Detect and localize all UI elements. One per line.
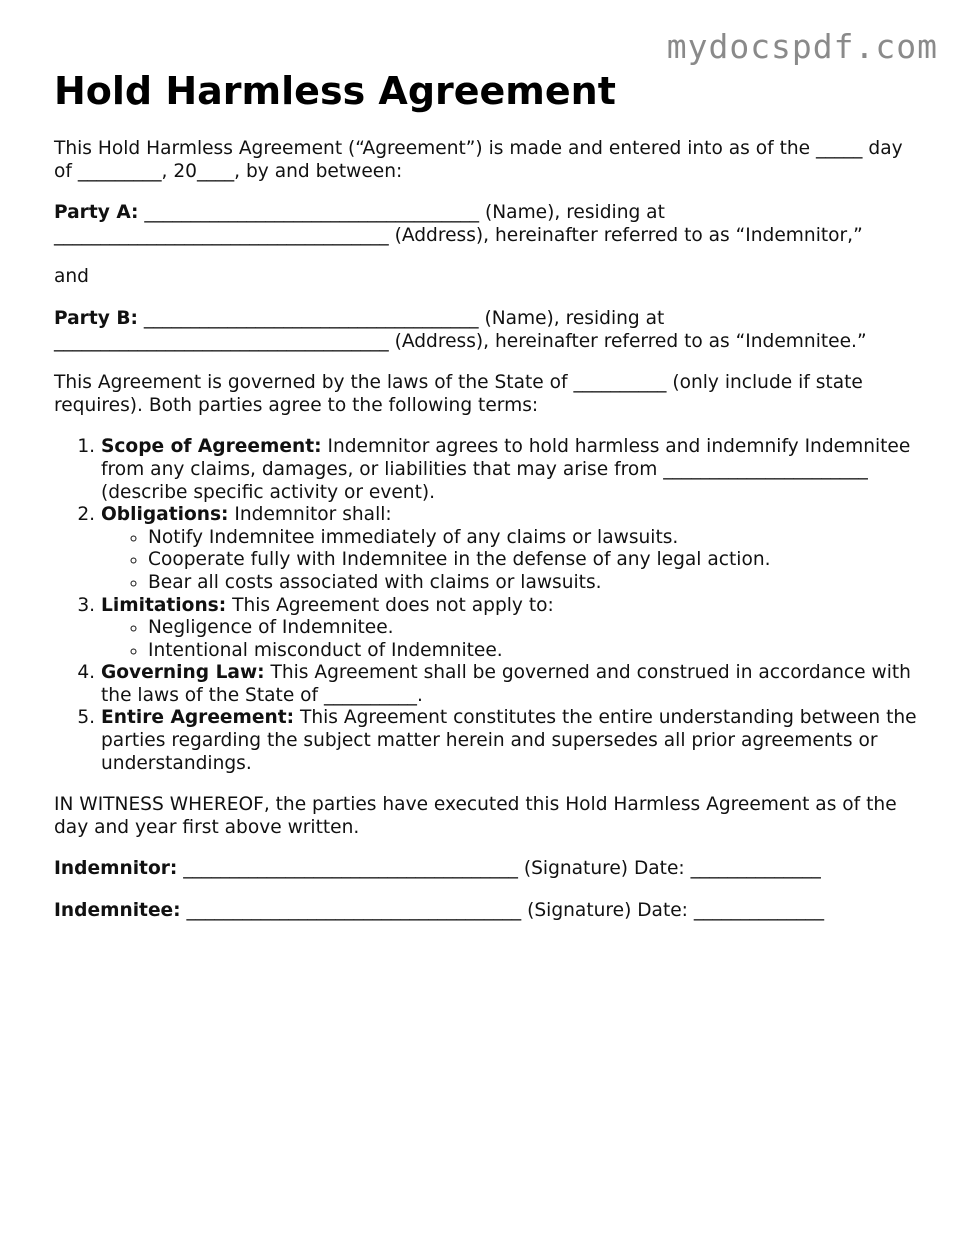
witness-paragraph: IN WITNESS WHEREOF, the parties have executed this Hold Harmless Agreement as of the day and year first above written. [54, 794, 897, 838]
document-page [54, 68, 924, 923]
term-entire-agreement [101, 707, 924, 775]
term-entire-agreement-text: This Agreement constitutes the entire understanding between the parties regarding the subject matter herein and supersedes all prior agreements or understandings. [101, 707, 917, 774]
indemnitee-signature-line [54, 900, 924, 923]
obligation-item: ◦ Cooperate fully with Indemnitee in the defense of any legal action. [148, 549, 924, 572]
indemnitor-signature-text: ____________________________________ (Signature) Date: ______________ [177, 858, 821, 880]
limitations-sublist [101, 617, 924, 662]
watermark: mydocspdf.com [666, 27, 938, 66]
term-limitations-label: Limitations: [101, 594, 227, 616]
obligation-item: ◦ Notify Indemnitee immediately of any claims or lawsuits. [148, 527, 924, 550]
and-text: and [54, 266, 89, 288]
term-obligations-text: Indemnitor shall: [228, 504, 392, 526]
term-scope [101, 436, 924, 504]
term-obligations [101, 504, 924, 594]
party-a-paragraph [54, 202, 924, 247]
term-limitations-text: This Agreement does not apply to: [226, 594, 554, 616]
party-b-label: Party B: [54, 307, 138, 329]
party-b-paragraph [54, 308, 924, 353]
terms-list [54, 436, 924, 775]
governing-paragraph: This Agreement is governed by the laws of the State of __________ (only include if state requires). Both parties agree to the following terms: [54, 372, 863, 416]
term-entire-agreement-label: Entire Agreement: [101, 707, 295, 729]
party-a-text: ____________________________________ (Name), residing at ____________________________________ (Address), hereinafter referred to as “Indemnitor,” [54, 202, 863, 246]
indemnitee-label: Indemnitee: [54, 900, 181, 922]
obligation-item: ◦ Bear all costs associated with claims or lawsuits. [148, 572, 924, 595]
term-governing-law-label: Governing Law: [101, 662, 265, 684]
term-scope-text: Indemnitor agrees to hold harmless and indemnify Indemnitee from any claims, damages, or liabilities that may arise from ______________________ (describe specific activity or event). [101, 436, 911, 503]
intro-paragraph: This Hold Harmless Agreement (“Agreement”) is made and entered into as of the _____ day of _________, 20____, by and between: [54, 138, 903, 182]
obligations-sublist [101, 527, 924, 595]
term-obligations-label: Obligations: [101, 504, 229, 526]
indemnitor-signature-line [54, 858, 924, 881]
term-governing-law-text: This Agreement shall be governed and construed in accordance with the laws of the State of __________. [101, 662, 911, 706]
limitation-item: ◦ Negligence of Indemnitee. [148, 617, 924, 640]
indemnitor-label: Indemnitor: [54, 858, 178, 880]
term-governing-law [101, 662, 924, 707]
party-b-text: ____________________________________ (Name), residing at ____________________________________ (Address), hereinafter referred to as “Indemnitee.” [54, 307, 867, 352]
term-scope-label: Scope of Agreement: [101, 436, 322, 458]
document-title: Hold Harmless Agreement [54, 69, 616, 113]
party-a-label: Party A: [54, 202, 139, 224]
indemnitee-signature-text: ____________________________________ (Signature) Date: ______________ [180, 900, 825, 922]
limitation-item: ◦ Intentional misconduct of Indemnitee. [148, 640, 924, 663]
term-limitations [101, 595, 924, 663]
